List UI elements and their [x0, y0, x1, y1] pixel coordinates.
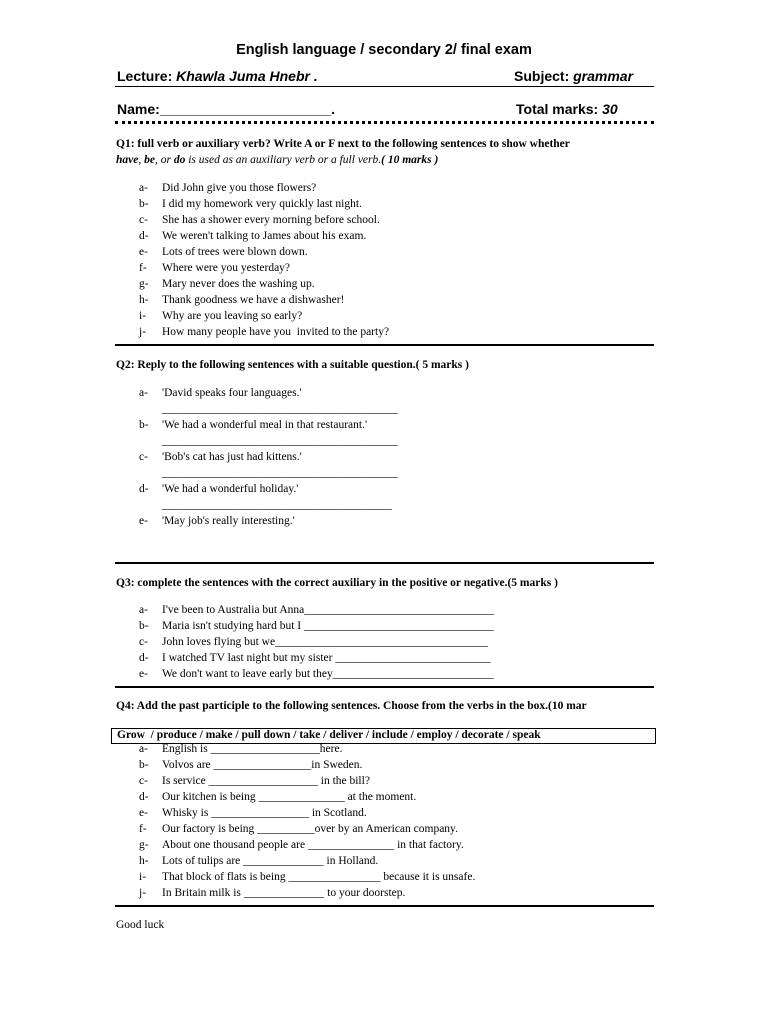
- header-divider: [115, 86, 654, 87]
- lecturer-name: Khawla Juma Hnebr .: [176, 68, 318, 84]
- answer-line[interactable]: _________________________________________: [162, 467, 398, 479]
- answer-line[interactable]: ________________________________________: [162, 499, 392, 511]
- name-field: Name:______________________.: [117, 101, 335, 117]
- lecture-label: Lecture:: [117, 68, 173, 84]
- answer-line[interactable]: _________________________________________: [162, 403, 398, 415]
- good-luck-text: Good luck: [116, 919, 165, 931]
- total-label: Total marks:: [516, 101, 599, 117]
- section-divider: [115, 562, 654, 564]
- section-divider: [115, 905, 654, 907]
- subject-value: grammar: [573, 68, 634, 84]
- dotted-divider: [115, 121, 654, 124]
- total-value: 30: [602, 101, 618, 117]
- total-marks: [516, 101, 618, 117]
- subject-line: [514, 68, 633, 84]
- q3-heading: Q3: complete the sentences with the correct auxiliary in the positive or negative.(5 marks ): [116, 577, 558, 589]
- section-divider: [115, 344, 654, 346]
- exam-title: English language / secondary 2/ final exam: [236, 42, 532, 58]
- q4-heading: Q4: Add the past participle to the following sentences. Choose from the verbs in the box.(10 mar: [116, 700, 587, 712]
- q1-heading: Q1: full verb or auxiliary verb? Write A or F next to the following sentences to show whether: [116, 138, 570, 150]
- q1-heading-line2: have, be, or do is used as an auxiliary verb or a full verb.( 10 marks ): [116, 154, 439, 166]
- verb-box-text: Grow / produce / make / pull down / take / deliver / include / employ / decorate / speak: [117, 729, 541, 741]
- lecture-line: [117, 68, 318, 84]
- section-divider: [115, 686, 654, 688]
- subject-label: Subject:: [514, 68, 570, 84]
- q2-heading: Q2: Reply to the following sentences with a suitable question.( 5 marks ): [116, 359, 469, 371]
- answer-line[interactable]: _________________________________________: [162, 435, 398, 447]
